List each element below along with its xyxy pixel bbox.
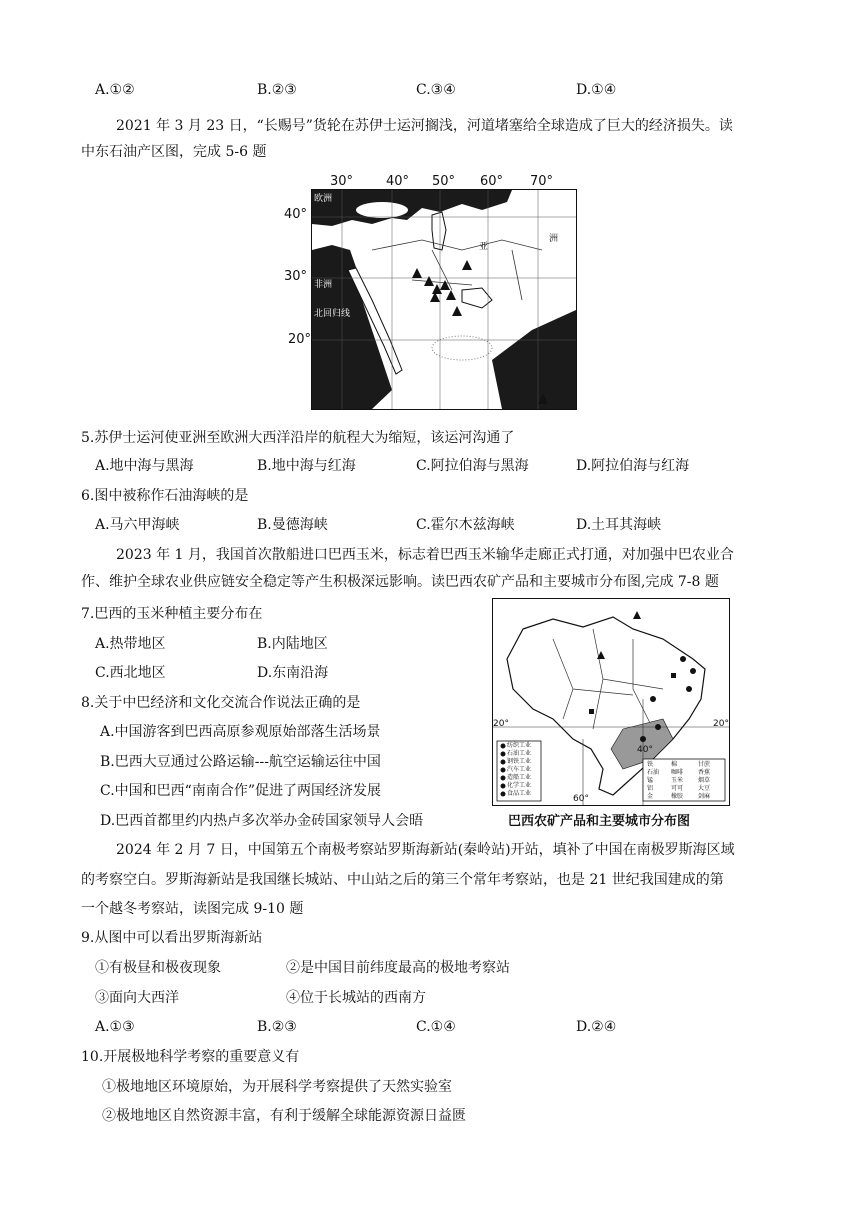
label-asia-1: 亚 [479,242,489,252]
q10-statement-1: ①极地地区环境原始，为开展科学考察提供了天然实验室 [102,1079,452,1095]
q7-stem: 7.巴西的玉米种植主要分布在 [81,606,263,622]
legend-item: 棉 [671,761,678,768]
legend-item: 金 [647,793,654,800]
q7-option-d: D.东南沿海 [257,665,329,681]
q9-option-d: D.②④ [576,1019,617,1035]
q6-option-b: B.曼德海峡 [257,517,328,533]
q5-stem: 5.苏伊士运河使亚洲至欧洲大西洋沿岸的航程大为缩短，该运河沟通了 [81,430,515,446]
q4-option-c: C.③④ [416,82,456,98]
mideast-map-svg [312,190,576,409]
brazil-lat-20-left: 20° [493,719,509,729]
brazil-lon-60: 60° [573,794,589,804]
legend-item: 剑麻 [698,793,711,800]
brazil-legend-minerals [647,761,659,801]
legend-item: 化学工业 [507,782,532,789]
legend-item: 可可 [671,785,684,792]
q5-option-a: A.地中海与黑海 [95,458,194,474]
legend-item: 造船工业 [507,774,532,781]
intro-9-10-line-1: 2024 年 2 月 7 日，中国第五个南极考察站罗斯海新站(秦岭站)开站，填补了中国在南极罗斯海区域 [116,842,735,858]
legend-item: 石油 [647,769,660,776]
q7-option-a: A.热带地区 [95,636,166,652]
q9-statement-3: ③面向大西洋 [95,990,179,1006]
legend-item: 铝 [647,785,654,792]
intro-7-8-line-1: 2023 年 1 月，我国首次散船进口巴西玉米，标志着巴西玉米输华走廊正式打通，对加强中巴农业合 [116,547,734,563]
brazil-lat-20-right: 20° [713,719,729,729]
intro-9-10-line-3: 一个越冬考察站，读图完成 9-10 题 [81,901,304,917]
q8-option-a: A.中国游客到巴西高原参观原始部落生活场景 [100,724,381,740]
legend-item: 食品工业 [507,790,532,797]
q7-option-b: B.内陆地区 [257,636,328,652]
brazil-legend-industry [507,742,531,798]
q9-statement-4: ④位于长城站的西南方 [286,990,426,1006]
q7-option-c: C.西北地区 [95,665,166,681]
q8-option-d: D.巴西首都里约内热卢多次举办金砖国家领导人会晤 [100,813,424,829]
label-asia-2: 洲 [549,234,559,244]
lat-tick-30: 30° [284,269,308,284]
q9-statement-2: ②是中国目前纬度最高的极地考察站 [286,960,510,976]
legend-item: 铁 [647,761,654,768]
q6-option-d: D.土耳其海峡 [576,517,662,533]
legend-item: 石油工业 [507,750,532,757]
legend-item: 甘蔗 [698,761,711,768]
label-africa: 非洲 [314,280,333,290]
intro-5-6-line-1: 2021 年 3 月 23 日，“长赐号”货轮在苏伊士运河搁浅，河道堵塞给全球造成了巨大的经济损失。读 [116,118,733,134]
q9-option-c: C.①④ [416,1019,456,1035]
mideast-map-frame [311,189,577,410]
lat-tick-40: 40° [284,207,308,222]
legend-item: 汽车工业 [507,766,532,773]
q9-option-b: B.②③ [257,1019,297,1035]
intro-5-6-line-2: 中东石油产区图，完成 5-6 题 [81,144,267,160]
legend-item: 锰 [647,777,654,784]
q6-option-a: A.马六甲海峡 [95,517,180,533]
q6-option-c: C.霍尔木兹海峡 [416,517,515,533]
brazil-lon-40: 40° [637,745,653,755]
lon-tick-50: 50° [432,174,456,189]
q4-option-a: A.①② [95,82,135,98]
legend-item: 玉米 [671,777,684,784]
brazil-map-frame [492,598,730,806]
q5-option-c: C.阿拉伯海与黑海 [416,458,529,474]
brazil-map-caption: 巴西农矿产品和主要城市分布图 [508,814,691,829]
lon-tick-70: 70° [530,174,554,189]
q5-option-b: B.地中海与红海 [257,458,356,474]
q9-option-a: A.①③ [95,1019,135,1035]
legend-item: 咖啡 [671,769,684,776]
lon-tick-30: 30° [330,174,354,189]
q6-stem: 6.图中被称作石油海峡的是 [81,488,249,504]
intro-9-10-line-2: 的考察空白。罗斯海新站是我国继长城站、中山站之后的第三个常年考察站，也是 21 世纪我国建成的第 [81,872,724,888]
label-tropic: 北回归线 [314,309,351,319]
legend-item: 橡胶 [671,793,684,800]
legend-item: 烟草 [698,777,711,784]
q10-stem: 10.开展极地科学考察的重要意义有 [81,1049,300,1065]
intro-7-8-line-2: 作、维护全球农业供应链安全稳定等产生积极深远影响。读巴西农矿产品和主要城市分布图,完成 7-8 题 [81,574,719,590]
legend-item: 香蕉 [698,769,711,776]
q10-statement-2: ②极地地区自然资源丰富，有利于缓解全球能源资源日益匮 [102,1108,466,1124]
label-europe: 欧洲 [314,194,333,204]
brazil-legend-crops [671,761,723,801]
q8-stem: 8.关于中巴经济和文化交流合作说法正确的是 [81,695,361,711]
q4-option-d: D.①④ [576,82,617,98]
lat-tick-20: 20° [288,332,312,347]
q9-stem: 9.从图中可以看出罗斯海新站 [81,930,263,946]
lon-tick-60: 60° [480,174,504,189]
legend-item: 钢铁工业 [507,758,532,765]
lon-tick-40: 40° [386,174,410,189]
legend-item: 大豆 [698,785,711,792]
q8-option-c: C.中国和巴西“南南合作”促进了两国经济发展 [100,783,381,799]
legend-item: 纺织工业 [507,742,532,749]
q4-option-b: B.②③ [257,82,297,98]
q9-statement-1: ①有极昼和极夜现象 [95,960,221,976]
q5-option-d: D.阿拉伯海与红海 [576,458,690,474]
q8-option-b: B.巴西大豆通过公路运输---航空运输运往中国 [100,754,381,770]
